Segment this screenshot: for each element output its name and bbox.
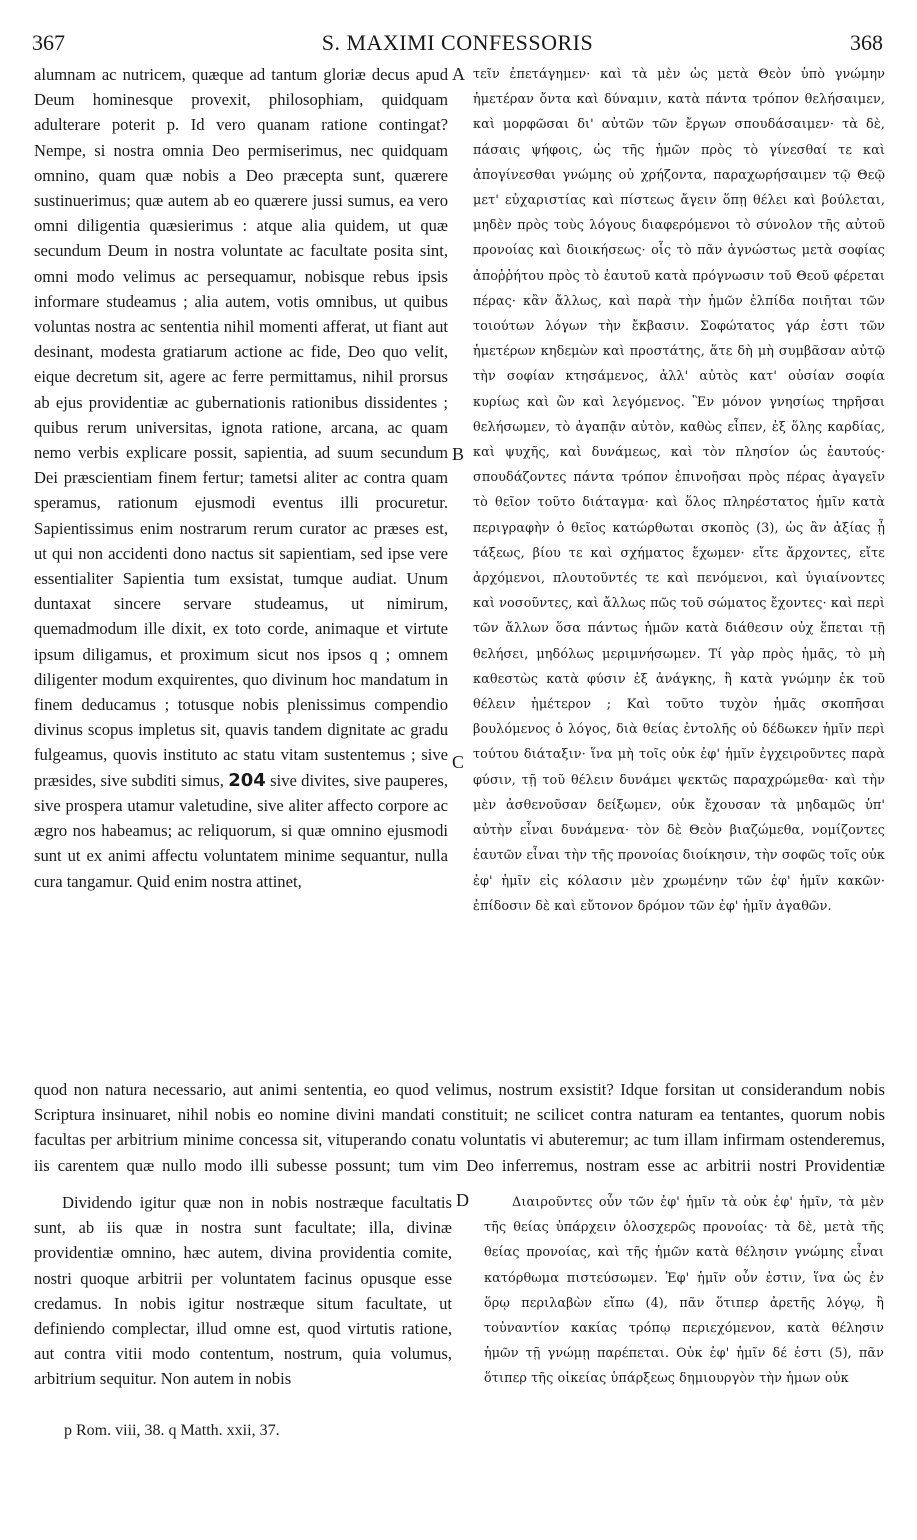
running-header [32, 30, 883, 64]
greek-column-upper [473, 62, 885, 1075]
footnotes: p Rom. viii, 38. q Matth. xxii, 37. [64, 1422, 280, 1439]
latin-text-lower: Dividendo igitur quæ non in nobis nostræque facultatis sunt, ab iis quæ in nostra sunt facultate; illa, divinæ providentiæ omnino, hæc autem, divina providentia comite, nostri quoque arbitrii per voluntatem facinus opusque esse credamus. In nobis igitur nostræque situm facultate, ut definiendo complectar, illud omne est, quod virtutis ratione, aut contra vitii modo contentum, nostrum, quia volumus, arbitrium sequitur. Non autem in nobis [34, 1193, 452, 1389]
greek-column-lower [484, 1190, 884, 1402]
latin-full-width [34, 1077, 885, 1181]
running-title: S. MAXIMI CONFESSORIS [321, 30, 594, 55]
migne-column-number: 204 [228, 769, 266, 791]
latin-column-upper [34, 62, 448, 1075]
margin-marker-b: B [452, 444, 465, 464]
margin-marker-d: D [456, 1190, 469, 1210]
margin-marker-a: A [452, 64, 465, 84]
latin-text-upper-b: sive divites, sive pauperes, sive prospera utamur valetudine, sive aliter affecto corpore ac ægro nos habeamus; ac reliquorum, si quæ omnino ejusmodi sunt ut ex animi affectu voluntatem minime sequantur, nulla cura tangamur. Quid enim nostra attinet, [34, 770, 448, 891]
greek-text-upper: τεῖν ἐπετάγημεν· καὶ τὰ μὲν ὡς μετὰ Θεὸν ὑπὸ γνώμην ἡμετέραν ὄντα καὶ δύναμιν, κατὰ πάντα τρόπον θελήσαιμεν, καὶ μορφῶσαι δι' αὐτῶν τῶν ἔργων σπουδάσαιμεν· τὰ δὲ, πάσαις ψήφοις, ὡς τῆς ἡμῶν πρὸς τὸ γίνεσθαί τε καὶ ἀπογίνεσθαι γνώμης οὐ χρήζοντα, παραχωρήσαιμεν τῷ Θεῷ μετ' εὐχαριστίας καὶ πίστεως ἄγειν ὅπῃ θέλει καὶ βούλεται, μηδὲν πρὸς τοὺς λόγους διαφερόμενοι τὸ σύνολον τῆς αὐτοῦ προνοίας καὶ διοικήσεως· οἷς τὸ πᾶν ἀγνώστως μετὰ σοφίας ἀποῤῥήτου πρὸς τὸ ἑαυτοῦ κατὰ πρόγνωσιν τοῦ Θεοῦ φέρεται πέρας· κἂν ἄλλως, καὶ παρὰ τὴν ἡμῶν ἐλπίδα ποιῆται τῶν τοιούτων λόγων τὴν ἔκβασιν. Σοφώτατος γάρ ἐστι τῶν ἡμετέρων κηδεμὼν καὶ προστάτης, ἅτε δὴ μὴ συμβᾶσαν αὐτῷ τὴν σοφίαν κτησάμενος, ἀλλ' αὐτὸς κατ' οὐσίαν σοφία κυρίως καὶ ὢν καὶ λεγόμενος. Ἓν μόνον γνησίως τηρῆσαι θελήσωμεν, τὸ ἀγαπᾷν αὐτὸν, καθὼς εἶπεν, ἐξ ὅλης καρδίας, καὶ ψυχῆς, καὶ δυνάμεως, καὶ τὸν πλησίον ὡς ἑαυτούς· σπουδάζοντες πάντα τρόπον ἐπινοῆσαι πρὸς πέρας ἀγαγεῖν τὸ θεῖον τοῦτο διάταγμα· καὶ ὅλος πληρέστατος ἡμῖν κατὰ περιγραφὴν ὁ θεῖος κατώρθωται σκοπὸς (3), ὡς ἂν ἀξίας ᾖ τάξεως, βίου τε καὶ σχήματος ἔχωμεν· εἴτε ἄρχοντες, εἴτε ἀρχόμενοι, πλουτοῦντές τε καὶ πενόμενοι, καὶ ὑγιαίνοντες καὶ νοσοῦντες, καὶ ἄλλως πῶς τοῦ σώματος ἔχοντες· καὶ περὶ τῶν ἄλλων ὅσα πάντως ἡμῶν κατὰ διάθεσιν οὐχ ἕπεται τῇ θελήσει, μηδόλως μεριμνήσωμεν. Τί γὰρ πρὸς ἡμᾶς, τὸ μὴ καθεστὼς κατὰ φύσιν ἐξ ἀνάγκης, ἢ κατὰ γνώμην ἐκ τοῦ θέλειν ἡμέτερον ; Καὶ τοῦτο τυχὸν ἡμᾶς σκοπῆσαι βουλόμενος ὁ λόγος, διὰ θείας ἐντολῆς οὐ δέδωκεν ἡμῖν περὶ τούτου διάταξιν· ἵνα μὴ τοῖς οὐκ ἐφ' ἡμῖν ἐγχειροῦντες παρὰ φύσιν, τῇ τοῦ θέλειν δυνάμει ψεκτῶς παραχρώμεθα· καὶ τὴν μὲν ἀσθενοῦσαν δείξωμεν, οὐκ ἔχουσαν τὰ μηδαμῶς ὑπ' αὐτὴν εἶναι δυνάμενα· τὸν δὲ Θεὸν βιαζώμεθα, νομίζοντες ἑαυτῶν εἶναι τὴν τῆς προνοίας διοίκησιν, τὴν σοφῶς τοῖς οὐκ ἐφ' ἡμῖν εἰς κόλασιν μὲν χρωμένην τῶν ἐφ' ἡμῖν κακῶν· ἐπίδοσιν δὲ καὶ εὔτονον δρόμον τῶν ἐφ' ἡμῖν ἀγαθῶν. [473, 67, 885, 914]
latin-text-full: quod non natura necessario, aut animi sententia, eo quod velimus, nostrum exsistit? Idque forsitan ut considerandum nobis Scriptura insinuaret, nihil nobis eo nomine divini mandati constituit; ne scilicet contra naturam ea tentantes, quorum nobis facultas per arbitrium minime concessa sit, vituperando conatu voluntatis vi abuteremur; ac tum illam infirmam ostenderemus, iis carentem quæ nullo modo illi subesse possunt; tum vim Deo inferremus, nostram esse ac arbitrii nostri Providentiæ [34, 1080, 885, 1175]
greek-text-lower: Διαιροῦντες οὖν τῶν ἐφ' ἡμῖν τὰ οὐκ ἐφ' ἡμῖν, τὰ μὲν τῆς θείας ὑπάρχειν ὁλοσχερῶς προνοίας· τὰ δὲ, μετὰ τῆς θείας προνοίας, καὶ τῆς ἡμῶν κατὰ θέλησιν γνώμης εἶναι κατόρθωμα πιστεύσωμεν. Ἐφ' ἡμῖν οὖν ἐστιν, ἵνα ὡς ἐν ὅρῳ περιλαβὼν εἴπω (4), πᾶν ὅτιπερ ἀρετῆς λόγῳ, ἢ τοὐναντίον κακίας τρόπῳ περιεχόμενον, κατὰ θέλησιν ἡμῶν τῇ γνώμῃ παρέπεται. Οὐκ ἐφ' ἡμῖν δέ ἐστι (5), πᾶν ὅτιπερ τῆς οἰκείας ὑπάρξεως δημιουργὸν τὴν ἡμων οὐκ [484, 1195, 884, 1387]
margin-marker-c: C [452, 752, 465, 772]
page-number-left: 367 [32, 30, 65, 55]
page-number-right: 368 [850, 30, 883, 55]
latin-text-upper-a: alumnam ac nutricem, quæque ad tantum gloriæ decus apud Deum hominesque provexit, philosophiam, quidquam adulterare poterit p. Id vero quanam ratione contingat? Nempe, si nostra omnia Deo permiserimus, nec quidquam omnino, quam quæ nobis a Deo præcepta sunt, quærere sustinuerimus; quæ autem ab eo quærere jussi sumus, ea vero omni diligentia quæsierimus : atque alia quidem, ut quæ secundum Deum in nostra voluntate ac facultate posita sint, omni modo velimus ac persequamur, nobisque rebus ipsis informare studeamus ; alia autem, votis omnibus, ut quibus voluntas nostra ac sententia nihil momenti afferat, ut fiant aut desinant, modesta gratiarum actione ac fide, Deo quo velit, eique decretum sit, agere ac ferre permittamus, nihil prorsus ab ejus providentiæ ac gubernationis rationibus dissidentes ; quibus rerum universitas, ignota ratione, arcana, ac quam nemo verbis explicare possit, sapientia, ad suum secundum Dei præscientiam finem fertur; tametsi aliter ac contra quam speramus, rationum ejusmodi eventus illi procuretur. Sapientissimus enim nostrarum rerum curator ac præses est, ut qui non accidenti dono nactus sit sapientiam, sed ipse vere essentialiter Sapientia tum exsistat, tumque audiat. Unum duntaxat sincere servare studeamus, ut nimirum, quemadmodum ille dixit, ex toto corde, animaque et virtute ipsum diligamus, et proximum sicut nos ipsos q ; omnem diligenter modum exquirentes, quo divinum hoc mandatum in finem deducamus ; totusque nobis plenissimus compendio divinus scopus impletus sit, quavis tandem dignitate ac gradu fulgeamus, quovis instituto ac statu vitam sustentemus ; sive præsides, sive subditi simus, [34, 65, 448, 790]
latin-column-lower [34, 1190, 452, 1402]
